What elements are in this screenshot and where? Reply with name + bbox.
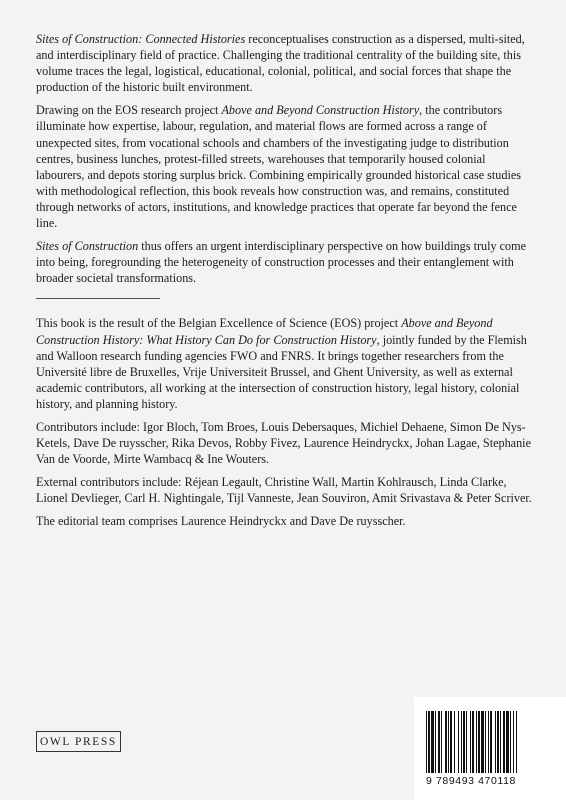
- isbn-barcode: [426, 711, 530, 773]
- publisher-logo: OWL PRESS: [36, 731, 121, 752]
- project-paragraph: [36, 315, 536, 412]
- blurb: [36, 31, 536, 537]
- book-title: Sites of Construction: Connected Histories: [36, 32, 246, 46]
- project-title: Above and Beyond Construction History: [221, 103, 420, 118]
- paragraph-text: thus offers an urgent interdisciplinary perspective on how buildings truly come into being, foregrounding the heterogeneity of construction processes and their entanglement with broader societal transformations.: [36, 239, 527, 286]
- blurb-paragraph-3: [36, 238, 536, 286]
- project-full-title: Above and Beyond Construction History: What History Can Do for Construction History: [36, 316, 493, 347]
- paragraph-text: , the contributors illuminate how expertise, labour, regulation, and material flows are formed across a range of unexpected sites, from vocational schools and chambers of the investigating judge to distribution centres, business lunches, protest-filled streets, warehouses that temporarily housed colonial labourers, and depots storing surplus brick. Combining empirically grounded historical case studies with methodological reflection, this book reveals how construction was, and remains, constituted through networks of actors, institutions, and knowledge practices that operate far beyond the fence line.: [36, 103, 522, 231]
- blurb-paragraph-2: [36, 102, 536, 231]
- paragraph-text: This book is the result of the Belgian Excellence of Science (EOS) project: [36, 316, 402, 331]
- editorial-team-paragraph: The editorial team comprises Laurence Heindryckx and Dave De ruysscher.: [36, 514, 406, 529]
- contributors-paragraph: Contributors include: Igor Bloch, Tom Broes, Louis Debersaques, Michiel Dehaene, Simon De Nys-Ketels, Dave De ruysscher, Rika Devos, Robby Fivez, Laurence Heindryckx, Johan Lagae, Stephanie Van de Voorde, Mirte Wambacq & Ine Wouters.: [36, 419, 531, 467]
- external-contributors-paragraph: External contributors include: Réjean Legault, Christine Wall, Martin Kohlrausch, Linda Clarke, Lionel Devlieger, Carl H. Nightingale, Tijl Vanneste, Jean Souviron, Amit Srivastava & Peter Scriver.: [36, 475, 532, 506]
- book-title-short: Sites of Construction: [36, 239, 139, 254]
- isbn-number: 9 789493 470118: [426, 775, 516, 787]
- section-divider: [36, 298, 160, 299]
- barcode-area: [414, 697, 566, 800]
- paragraph-text: Drawing on the EOS research project: [36, 103, 222, 118]
- blurb-paragraph-1: [36, 31, 536, 95]
- paragraph-text: reconceptualises construction as a dispersed, multi-sited, and interdisciplinary field of practice. Challenging the traditional centrality of the building site, this volume traces the legal, logistical, educational, colonial, political, and social forces that shape the production of the historic built environment.: [36, 32, 525, 95]
- paragraph-text: , jointly funded by the Flemish and Walloon research funding agencies FWO and FNRS. It brings together researchers from the Université libre de Bruxelles, Vrije Universiteit Brussel, and Ghent University, as well as external academic contributors, all working at the intersection of construction history, legal history, colonial history, and planning history.: [36, 332, 527, 411]
